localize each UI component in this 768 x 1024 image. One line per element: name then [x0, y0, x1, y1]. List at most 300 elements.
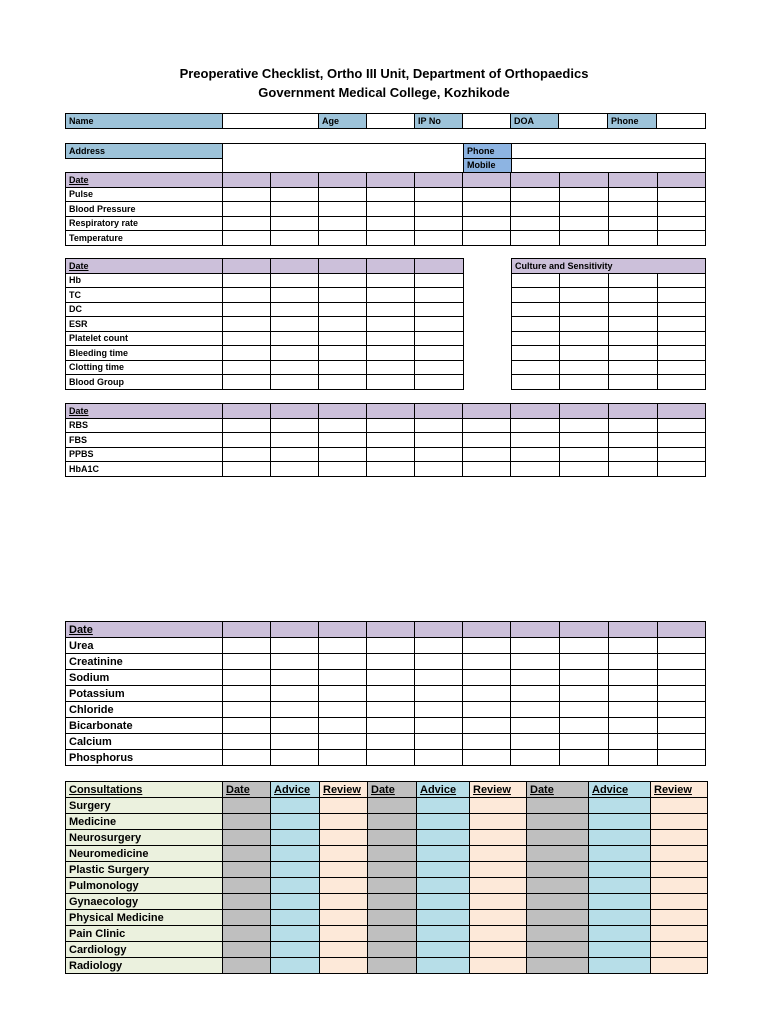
entry-cell[interactable]	[609, 187, 658, 202]
entry-cell[interactable]	[560, 216, 609, 231]
entry-cell[interactable]	[470, 878, 527, 894]
entry-cell[interactable]	[527, 862, 589, 878]
entry-cell[interactable]	[415, 447, 463, 462]
entry-cell[interactable]	[271, 814, 320, 830]
name-field[interactable]	[223, 114, 319, 129]
entry-cell[interactable]	[367, 216, 415, 231]
entry-cell[interactable]	[560, 750, 609, 766]
entry-cell[interactable]	[319, 288, 367, 303]
entry-cell[interactable]	[367, 231, 415, 246]
entry-cell[interactable]	[223, 926, 271, 942]
entry-cell[interactable]	[415, 718, 463, 734]
entry-cell[interactable]	[589, 878, 651, 894]
patient-phone-field[interactable]	[657, 114, 706, 129]
entry-cell[interactable]	[223, 288, 271, 303]
entry-cell[interactable]	[511, 638, 560, 654]
entry-cell[interactable]	[367, 750, 415, 766]
entry-cell[interactable]	[368, 830, 417, 846]
entry-cell[interactable]	[367, 375, 415, 390]
entry-cell[interactable]	[271, 638, 319, 654]
mobile-field[interactable]	[512, 158, 706, 173]
entry-cell[interactable]	[511, 702, 560, 718]
sugar-date-cell[interactable]	[319, 404, 367, 419]
entry-cell[interactable]	[417, 814, 470, 830]
entry-cell[interactable]	[463, 418, 511, 433]
entry-cell[interactable]	[470, 926, 527, 942]
entry-cell[interactable]	[319, 654, 367, 670]
entry-cell[interactable]	[560, 734, 609, 750]
entry-cell[interactable]	[417, 862, 470, 878]
entry-cell[interactable]	[511, 686, 560, 702]
entry-cell[interactable]	[560, 202, 609, 217]
entry-cell[interactable]	[511, 418, 560, 433]
entry-cell[interactable]	[223, 360, 271, 375]
entry-cell[interactable]	[651, 846, 708, 862]
entry-cell[interactable]	[417, 830, 470, 846]
entry-cell[interactable]	[560, 447, 609, 462]
entry-cell[interactable]	[609, 447, 658, 462]
biochem-date-cell[interactable]	[463, 622, 511, 638]
entry-cell[interactable]	[271, 846, 320, 862]
entry-cell[interactable]	[658, 670, 706, 686]
entry-cell[interactable]	[658, 346, 706, 361]
entry-cell[interactable]	[589, 846, 651, 862]
entry-cell[interactable]	[658, 638, 706, 654]
entry-cell[interactable]	[223, 734, 271, 750]
sugar-date-cell[interactable]	[658, 404, 706, 419]
entry-cell[interactable]	[319, 462, 367, 477]
entry-cell[interactable]	[658, 273, 706, 288]
entry-cell[interactable]	[560, 187, 609, 202]
entry-cell[interactable]	[527, 830, 589, 846]
entry-cell[interactable]	[223, 433, 271, 448]
entry-cell[interactable]	[415, 231, 463, 246]
entry-cell[interactable]	[320, 894, 368, 910]
entry-cell[interactable]	[658, 231, 706, 246]
entry-cell[interactable]	[560, 231, 609, 246]
entry-cell[interactable]	[609, 360, 658, 375]
entry-cell[interactable]	[223, 317, 271, 332]
entry-cell[interactable]	[320, 958, 368, 974]
entry-cell[interactable]	[560, 670, 609, 686]
entry-cell[interactable]	[223, 346, 271, 361]
entry-cell[interactable]	[320, 798, 368, 814]
entry-cell[interactable]	[651, 862, 708, 878]
entry-cell[interactable]	[463, 202, 511, 217]
entry-cell[interactable]	[512, 375, 560, 390]
entry-cell[interactable]	[511, 670, 560, 686]
entry-cell[interactable]	[470, 910, 527, 926]
entry-cell[interactable]	[463, 654, 511, 670]
entry-cell[interactable]	[415, 202, 463, 217]
entry-cell[interactable]	[658, 686, 706, 702]
entry-cell[interactable]	[320, 942, 368, 958]
entry-cell[interactable]	[319, 360, 367, 375]
entry-cell[interactable]	[658, 375, 706, 390]
entry-cell[interactable]	[319, 718, 367, 734]
entry-cell[interactable]	[560, 702, 609, 718]
entry-cell[interactable]	[223, 702, 271, 718]
entry-cell[interactable]	[223, 273, 271, 288]
entry-cell[interactable]	[415, 360, 464, 375]
entry-cell[interactable]	[527, 846, 589, 862]
entry-cell[interactable]	[223, 894, 271, 910]
sugar-date-cell[interactable]	[463, 404, 511, 419]
entry-cell[interactable]	[511, 433, 560, 448]
entry-cell[interactable]	[223, 187, 271, 202]
entry-cell[interactable]	[658, 718, 706, 734]
entry-cell[interactable]	[271, 894, 320, 910]
sugar-date-cell[interactable]	[511, 404, 560, 419]
address-field[interactable]	[223, 144, 464, 173]
entry-cell[interactable]	[527, 910, 589, 926]
entry-cell[interactable]	[320, 846, 368, 862]
entry-cell[interactable]	[223, 654, 271, 670]
entry-cell[interactable]	[527, 942, 589, 958]
entry-cell[interactable]	[560, 654, 609, 670]
biochem-date-cell[interactable]	[560, 622, 609, 638]
entry-cell[interactable]	[271, 187, 319, 202]
entry-cell[interactable]	[658, 302, 706, 317]
vitals-date-cell[interactable]	[463, 173, 511, 188]
entry-cell[interactable]	[463, 670, 511, 686]
entry-cell[interactable]	[658, 433, 706, 448]
entry-cell[interactable]	[319, 202, 367, 217]
entry-cell[interactable]	[463, 750, 511, 766]
entry-cell[interactable]	[271, 750, 319, 766]
entry-cell[interactable]	[271, 288, 319, 303]
entry-cell[interactable]	[271, 942, 320, 958]
entry-cell[interactable]	[271, 331, 319, 346]
entry-cell[interactable]	[367, 302, 415, 317]
entry-cell[interactable]	[223, 814, 271, 830]
entry-cell[interactable]	[560, 317, 609, 332]
entry-cell[interactable]	[367, 202, 415, 217]
entry-cell[interactable]	[511, 216, 560, 231]
entry-cell[interactable]	[368, 894, 417, 910]
entry-cell[interactable]	[271, 302, 319, 317]
vitals-date-cell[interactable]	[223, 173, 271, 188]
entry-cell[interactable]	[609, 734, 658, 750]
entry-cell[interactable]	[415, 462, 463, 477]
entry-cell[interactable]	[589, 926, 651, 942]
entry-cell[interactable]	[271, 862, 320, 878]
entry-cell[interactable]	[368, 862, 417, 878]
entry-cell[interactable]	[223, 686, 271, 702]
entry-cell[interactable]	[527, 814, 589, 830]
entry-cell[interactable]	[651, 830, 708, 846]
entry-cell[interactable]	[560, 418, 609, 433]
entry-cell[interactable]	[417, 798, 470, 814]
sugar-date-cell[interactable]	[609, 404, 658, 419]
entry-cell[interactable]	[415, 418, 463, 433]
entry-cell[interactable]	[463, 702, 511, 718]
entry-cell[interactable]	[589, 798, 651, 814]
entry-cell[interactable]	[527, 798, 589, 814]
entry-cell[interactable]	[223, 231, 271, 246]
haematology-date-cell[interactable]	[319, 259, 367, 274]
entry-cell[interactable]	[271, 375, 319, 390]
entry-cell[interactable]	[271, 202, 319, 217]
entry-cell[interactable]	[319, 702, 367, 718]
entry-cell[interactable]	[319, 670, 367, 686]
entry-cell[interactable]	[223, 718, 271, 734]
entry-cell[interactable]	[417, 846, 470, 862]
entry-cell[interactable]	[319, 346, 367, 361]
biochem-date-cell[interactable]	[658, 622, 706, 638]
entry-cell[interactable]	[589, 942, 651, 958]
entry-cell[interactable]	[589, 814, 651, 830]
entry-cell[interactable]	[463, 187, 511, 202]
entry-cell[interactable]	[415, 375, 464, 390]
entry-cell[interactable]	[658, 187, 706, 202]
entry-cell[interactable]	[470, 894, 527, 910]
entry-cell[interactable]	[415, 686, 463, 702]
entry-cell[interactable]	[271, 926, 320, 942]
entry-cell[interactable]	[415, 750, 463, 766]
entry-cell[interactable]	[609, 231, 658, 246]
entry-cell[interactable]	[609, 331, 658, 346]
entry-cell[interactable]	[658, 360, 706, 375]
entry-cell[interactable]	[271, 686, 319, 702]
entry-cell[interactable]	[658, 202, 706, 217]
entry-cell[interactable]	[320, 814, 368, 830]
entry-cell[interactable]	[511, 734, 560, 750]
entry-cell[interactable]	[368, 910, 417, 926]
entry-cell[interactable]	[651, 798, 708, 814]
entry-cell[interactable]	[560, 273, 609, 288]
entry-cell[interactable]	[319, 433, 367, 448]
entry-cell[interactable]	[417, 942, 470, 958]
entry-cell[interactable]	[589, 910, 651, 926]
entry-cell[interactable]	[223, 830, 271, 846]
biochem-date-cell[interactable]	[511, 622, 560, 638]
entry-cell[interactable]	[271, 830, 320, 846]
entry-cell[interactable]	[223, 638, 271, 654]
sugar-date-cell[interactable]	[415, 404, 463, 419]
entry-cell[interactable]	[415, 346, 464, 361]
entry-cell[interactable]	[560, 331, 609, 346]
address-phone-field[interactable]	[512, 144, 706, 159]
entry-cell[interactable]	[271, 231, 319, 246]
entry-cell[interactable]	[415, 216, 463, 231]
entry-cell[interactable]	[368, 942, 417, 958]
entry-cell[interactable]	[223, 216, 271, 231]
entry-cell[interactable]	[319, 686, 367, 702]
entry-cell[interactable]	[319, 750, 367, 766]
entry-cell[interactable]	[658, 462, 706, 477]
entry-cell[interactable]	[560, 375, 609, 390]
entry-cell[interactable]	[415, 288, 464, 303]
entry-cell[interactable]	[367, 187, 415, 202]
entry-cell[interactable]	[609, 418, 658, 433]
entry-cell[interactable]	[415, 187, 463, 202]
sugar-date-cell[interactable]	[367, 404, 415, 419]
entry-cell[interactable]	[223, 331, 271, 346]
entry-cell[interactable]	[511, 231, 560, 246]
entry-cell[interactable]	[609, 317, 658, 332]
entry-cell[interactable]	[223, 846, 271, 862]
entry-cell[interactable]	[609, 216, 658, 231]
entry-cell[interactable]	[319, 638, 367, 654]
entry-cell[interactable]	[470, 942, 527, 958]
entry-cell[interactable]	[463, 216, 511, 231]
entry-cell[interactable]	[319, 273, 367, 288]
entry-cell[interactable]	[223, 462, 271, 477]
entry-cell[interactable]	[609, 273, 658, 288]
entry-cell[interactable]	[223, 202, 271, 217]
entry-cell[interactable]	[368, 846, 417, 862]
entry-cell[interactable]	[470, 958, 527, 974]
entry-cell[interactable]	[367, 702, 415, 718]
entry-cell[interactable]	[223, 958, 271, 974]
entry-cell[interactable]	[658, 447, 706, 462]
vitals-date-cell[interactable]	[415, 173, 463, 188]
sugar-date-cell[interactable]	[271, 404, 319, 419]
entry-cell[interactable]	[658, 331, 706, 346]
biochem-date-cell[interactable]	[367, 622, 415, 638]
entry-cell[interactable]	[415, 702, 463, 718]
entry-cell[interactable]	[271, 216, 319, 231]
entry-cell[interactable]	[415, 734, 463, 750]
biochem-date-cell[interactable]	[319, 622, 367, 638]
entry-cell[interactable]	[320, 862, 368, 878]
entry-cell[interactable]	[319, 447, 367, 462]
entry-cell[interactable]	[417, 958, 470, 974]
entry-cell[interactable]	[271, 418, 319, 433]
entry-cell[interactable]	[367, 317, 415, 332]
entry-cell[interactable]	[609, 702, 658, 718]
entry-cell[interactable]	[223, 750, 271, 766]
age-field[interactable]	[367, 114, 415, 129]
entry-cell[interactable]	[223, 418, 271, 433]
entry-cell[interactable]	[560, 302, 609, 317]
entry-cell[interactable]	[271, 798, 320, 814]
entry-cell[interactable]	[223, 375, 271, 390]
entry-cell[interactable]	[415, 433, 463, 448]
entry-cell[interactable]	[658, 288, 706, 303]
entry-cell[interactable]	[511, 202, 560, 217]
entry-cell[interactable]	[560, 288, 609, 303]
entry-cell[interactable]	[463, 447, 511, 462]
entry-cell[interactable]	[223, 942, 271, 958]
biochem-date-cell[interactable]	[609, 622, 658, 638]
entry-cell[interactable]	[367, 734, 415, 750]
entry-cell[interactable]	[651, 814, 708, 830]
entry-cell[interactable]	[463, 462, 511, 477]
entry-cell[interactable]	[560, 638, 609, 654]
entry-cell[interactable]	[415, 273, 464, 288]
entry-cell[interactable]	[511, 718, 560, 734]
entry-cell[interactable]	[367, 331, 415, 346]
entry-cell[interactable]	[415, 317, 464, 332]
entry-cell[interactable]	[470, 814, 527, 830]
entry-cell[interactable]	[415, 670, 463, 686]
entry-cell[interactable]	[609, 718, 658, 734]
entry-cell[interactable]	[368, 814, 417, 830]
doa-field[interactable]	[559, 114, 608, 129]
entry-cell[interactable]	[560, 686, 609, 702]
entry-cell[interactable]	[271, 878, 320, 894]
entry-cell[interactable]	[527, 958, 589, 974]
entry-cell[interactable]	[367, 288, 415, 303]
entry-cell[interactable]	[368, 878, 417, 894]
entry-cell[interactable]	[367, 433, 415, 448]
entry-cell[interactable]	[271, 433, 319, 448]
entry-cell[interactable]	[367, 718, 415, 734]
entry-cell[interactable]	[560, 462, 609, 477]
entry-cell[interactable]	[367, 670, 415, 686]
entry-cell[interactable]	[367, 360, 415, 375]
entry-cell[interactable]	[609, 654, 658, 670]
entry-cell[interactable]	[319, 302, 367, 317]
entry-cell[interactable]	[320, 926, 368, 942]
entry-cell[interactable]	[367, 273, 415, 288]
entry-cell[interactable]	[658, 317, 706, 332]
entry-cell[interactable]	[319, 231, 367, 246]
entry-cell[interactable]	[658, 654, 706, 670]
haematology-date-cell[interactable]	[367, 259, 415, 274]
entry-cell[interactable]	[609, 375, 658, 390]
vitals-date-cell[interactable]	[367, 173, 415, 188]
entry-cell[interactable]	[319, 418, 367, 433]
haematology-date-cell[interactable]	[415, 259, 464, 274]
haematology-date-cell[interactable]	[223, 259, 271, 274]
entry-cell[interactable]	[367, 418, 415, 433]
entry-cell[interactable]	[658, 702, 706, 718]
entry-cell[interactable]	[271, 346, 319, 361]
entry-cell[interactable]	[368, 798, 417, 814]
entry-cell[interactable]	[271, 360, 319, 375]
entry-cell[interactable]	[320, 910, 368, 926]
entry-cell[interactable]	[511, 750, 560, 766]
entry-cell[interactable]	[271, 910, 320, 926]
entry-cell[interactable]	[589, 894, 651, 910]
entry-cell[interactable]	[512, 302, 560, 317]
entry-cell[interactable]	[470, 846, 527, 862]
entry-cell[interactable]	[417, 926, 470, 942]
entry-cell[interactable]	[589, 830, 651, 846]
sugar-date-cell[interactable]	[223, 404, 271, 419]
haematology-date-cell[interactable]	[271, 259, 319, 274]
entry-cell[interactable]	[527, 926, 589, 942]
entry-cell[interactable]	[271, 462, 319, 477]
entry-cell[interactable]	[368, 958, 417, 974]
entry-cell[interactable]	[470, 830, 527, 846]
entry-cell[interactable]	[560, 718, 609, 734]
entry-cell[interactable]	[512, 331, 560, 346]
entry-cell[interactable]	[512, 317, 560, 332]
entry-cell[interactable]	[512, 288, 560, 303]
entry-cell[interactable]	[319, 331, 367, 346]
entry-cell[interactable]	[609, 686, 658, 702]
entry-cell[interactable]	[511, 462, 560, 477]
entry-cell[interactable]	[609, 750, 658, 766]
entry-cell[interactable]	[651, 958, 708, 974]
entry-cell[interactable]	[609, 346, 658, 361]
vitals-date-cell[interactable]	[319, 173, 367, 188]
entry-cell[interactable]	[367, 654, 415, 670]
entry-cell[interactable]	[367, 447, 415, 462]
entry-cell[interactable]	[463, 433, 511, 448]
entry-cell[interactable]	[658, 418, 706, 433]
entry-cell[interactable]	[271, 734, 319, 750]
entry-cell[interactable]	[463, 718, 511, 734]
entry-cell[interactable]	[223, 878, 271, 894]
entry-cell[interactable]	[271, 317, 319, 332]
entry-cell[interactable]	[470, 862, 527, 878]
entry-cell[interactable]	[560, 360, 609, 375]
